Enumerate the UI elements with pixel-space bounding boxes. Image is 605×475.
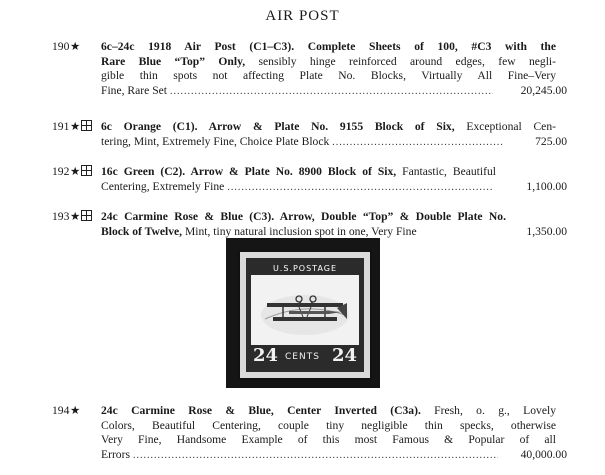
inverted-airplane-icon <box>259 281 351 341</box>
desc-line: 6c–24c 1918 Air Post (C1–C3). Complete Sheets of 100, #C3 with the <box>101 40 556 53</box>
block-icon <box>81 120 92 131</box>
desc-line: Very Fine, Handsome Example of this most Famous & Popular of all <box>101 433 556 446</box>
lot-symbols <box>70 210 92 225</box>
lot-price: 1,100.00 <box>526 179 567 193</box>
page-title: AIR POST <box>265 8 340 24</box>
block-icon <box>81 210 92 221</box>
stamp-frame <box>246 258 364 372</box>
mint-star-icon: ★ <box>70 120 81 133</box>
lot-description <box>101 404 556 462</box>
lot-price: 1,350.00 <box>526 224 567 238</box>
stamp-value-left: 24 <box>253 345 279 366</box>
desc-line: 24c Carmine Rose & Blue (C3). Arrow, Double “Top” & Double Plate No. <box>101 210 506 223</box>
desc-line: Fine, Rare Set ..... <box>101 84 496 99</box>
desc-line: Errors ..... <box>101 448 501 463</box>
block-icon <box>81 165 92 176</box>
mint-star-icon: ★ <box>70 40 81 53</box>
stamp-cents-text: CENTS <box>285 352 320 362</box>
lot-symbols <box>70 165 92 180</box>
lot-description <box>101 165 556 194</box>
desc-line: 16c Green (C2). Arrow & Plate No. 8900 Block of Six, Fantastic, Beautiful <box>101 165 497 178</box>
lot-price: 40,000.00 <box>520 447 567 461</box>
dot-leader <box>227 181 493 196</box>
stamp-top-text: U.S.POSTAGE <box>272 264 338 273</box>
desc-line: Colors, Beautiful Centering, couple tiny negligible thin specks, otherwise <box>101 418 556 432</box>
mint-star-icon: ★ <box>70 404 81 417</box>
desc-line: Centering, Extremely Fine ..... <box>101 180 496 195</box>
lot-description <box>101 120 556 149</box>
desc-line: tering, Mint, Extremely Fine, Choice Plate Block ..... <box>101 135 506 150</box>
lot-symbols <box>70 404 80 419</box>
dot-leader <box>332 136 503 151</box>
lot-number: 193 <box>52 210 70 223</box>
mint-star-icon: ★ <box>70 210 81 223</box>
lot-description <box>101 210 556 239</box>
lot-price: 20,245.00 <box>520 83 567 97</box>
lot-symbols <box>70 120 92 135</box>
desc-line: Block of Twelve, Mint, tiny natural inclusion spot in one, Very Fine <box>101 224 417 238</box>
desc-line: 6c Orange (C1). Arrow & Plate No. 9155 Block of Six, Exceptional Cen- <box>101 120 556 133</box>
lot-description <box>101 40 556 98</box>
stamp-value-right: 24 <box>331 345 357 366</box>
lot-number: 194 <box>52 404 70 417</box>
desc-line: 24c Carmine Rose & Blue, Center Inverted (C3a). Fresh, o. g., Lovely <box>101 404 556 417</box>
dot-leader <box>170 85 493 100</box>
lot-number: 190 <box>52 40 70 53</box>
stamp-image <box>226 238 380 388</box>
stamp-body <box>238 250 372 380</box>
desc-line: Rare Blue “Top” Only, sensibly hinge reinforced around edges, few negli- <box>101 54 556 68</box>
lot-symbols <box>70 40 80 55</box>
lot-number: 192 <box>52 165 70 178</box>
lot-number: 191 <box>52 120 70 133</box>
desc-line: gible thin spots not affecting Plate No. Blocks, Virtually All Fine–Very <box>101 69 556 82</box>
lot-price: 725.00 <box>535 134 567 148</box>
dot-leader <box>133 449 498 464</box>
mint-star-icon: ★ <box>70 165 81 178</box>
